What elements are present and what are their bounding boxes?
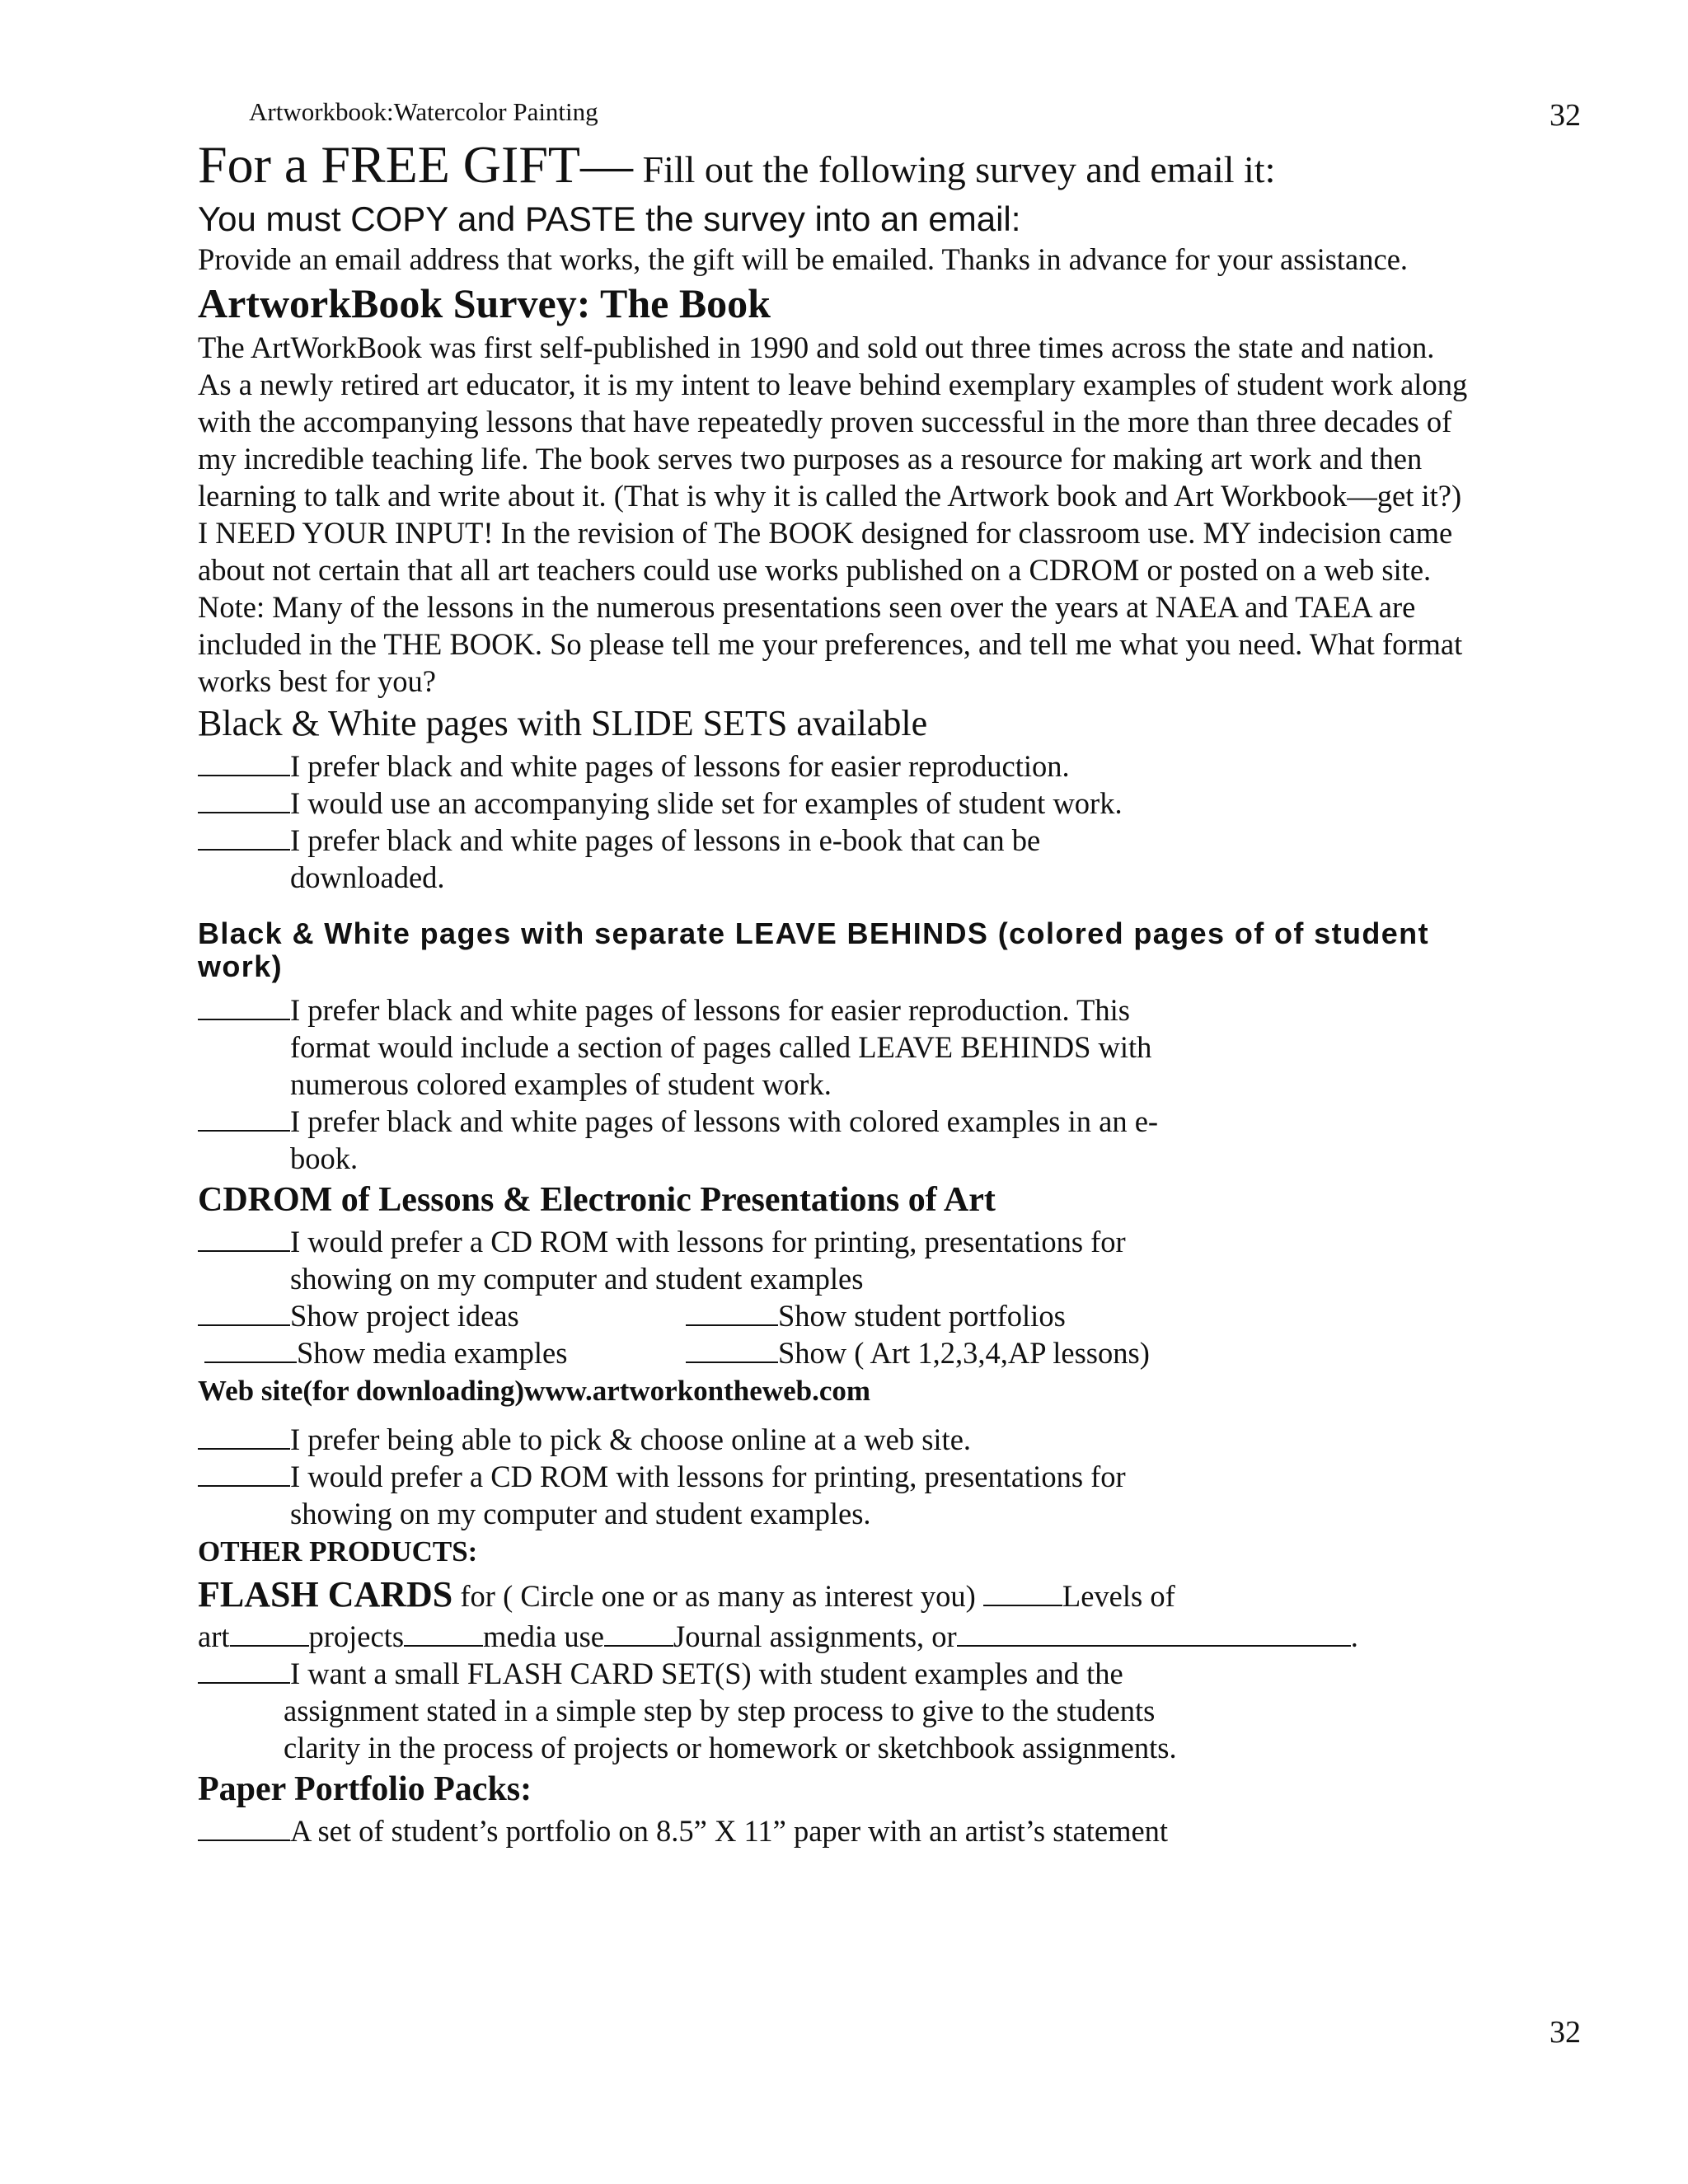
free-gift-heading — [198, 132, 1599, 198]
paragraph-line: works best for you? — [198, 664, 436, 698]
survey-option: I prefer black and white pages of lessons in e-book that can be — [198, 822, 1599, 859]
survey-title: ArtworkBook Survey: The Book — [198, 280, 771, 326]
page-number-bottom: 32 — [1550, 2015, 1581, 2050]
survey-option: I prefer being able to pick & choose online at a web site. — [198, 1421, 1599, 1458]
paragraph-line: Note: Many of the lessons in the numerous presentations seen over the years at NAEA and TAEA are — [198, 590, 1416, 624]
leave-behinds-heading: Black & White pages with separate LEAVE BEHINDS (colored pages of of student work) — [198, 916, 1429, 983]
flash-cards-choices: art projects media use Journal assignments, or . — [198, 1619, 1358, 1653]
answer-blank[interactable] — [198, 1300, 290, 1326]
survey-option: I want a small FLASH CARD SET(S) with student examples and the — [198, 1655, 1599, 1692]
free-gift-instruction: Fill out the following survey and email it: — [633, 148, 1276, 190]
paragraph-line: with the accompanying lessons that have repeatedly proven successful in the more than three decades of — [198, 405, 1452, 438]
running-header: Artworkbook:Watercolor Painting — [249, 97, 598, 126]
survey-content — [198, 132, 1599, 1849]
answer-blank[interactable] — [198, 1460, 290, 1487]
page-number-top: 32 — [1550, 98, 1581, 133]
answer-blank[interactable] — [198, 1657, 290, 1684]
answer-blank[interactable] — [198, 1815, 290, 1841]
answer-blank-other[interactable] — [957, 1620, 1351, 1647]
answer-blank[interactable] — [404, 1620, 483, 1647]
paragraph-line: included in the THE BOOK. So please tell me your preferences, and tell me what you need. What format — [198, 627, 1463, 661]
survey-option-continued: showing on my computer and student examples. — [290, 1497, 871, 1530]
copy-paste-instruction: You must COPY and PASTE the survey into an email: — [198, 199, 1021, 238]
survey-option-row: Show project ideas Show student portfolios — [198, 1297, 1599, 1334]
survey-option: A set of student’s portfolio on 8.5” X 11” paper with an artist’s statement — [198, 1812, 1599, 1849]
survey-option: I would prefer a CD ROM with lessons for printing, presentations for — [198, 1223, 1599, 1260]
other-products-heading: OTHER PRODUCTS: — [198, 1535, 478, 1568]
paragraph-line: I NEED YOUR INPUT! In the revision of The BOOK designed for classroom use. MY indecision came — [198, 516, 1453, 550]
answer-blank[interactable] — [983, 1580, 1062, 1606]
paragraph-line: about not certain that all art teachers could use works published on a CDROM or posted on a web site. — [198, 553, 1432, 587]
paragraph-line: my incredible teaching life. The book serves two purposes as a resource for making art work and then — [198, 442, 1423, 476]
cdrom-heading: CDROM of Lessons & Electronic Presentations of Art — [198, 1181, 996, 1219]
slide-sets-heading: Black & White pages with SLIDE SETS available — [198, 703, 928, 743]
answer-blank[interactable] — [198, 787, 290, 813]
answer-blank[interactable] — [198, 994, 290, 1020]
survey-option-continued: downloaded. — [290, 860, 445, 894]
survey-option-col2: Show ( Art 1,2,3,4,AP lessons) — [686, 1334, 1150, 1371]
answer-blank[interactable] — [198, 1226, 290, 1252]
website-heading: Web site(for downloading)www.artworkontheweb.com — [198, 1375, 871, 1407]
answer-blank[interactable] — [198, 1105, 290, 1132]
survey-option-col2: Show student portfolios — [686, 1297, 1066, 1334]
paragraph-line: As a newly retired art educator, it is my intent to leave behind exemplary examples of student work along — [198, 368, 1468, 401]
answer-blank[interactable] — [230, 1620, 309, 1647]
survey-option: I prefer black and white pages of lessons for easier reproduction. — [198, 748, 1599, 785]
answer-blank[interactable] — [686, 1300, 778, 1326]
flash-cards-line: FLASH CARDS for ( Circle one or as many as interest you) Levels of — [198, 1574, 1175, 1615]
survey-option-continued: showing on my computer and student examples — [290, 1262, 864, 1296]
survey-intro-paragraph — [198, 329, 1599, 700]
free-gift-title: For a FREE GIFT— — [198, 135, 633, 194]
survey-option: I prefer black and white pages of lessons for easier reproduction. This — [198, 991, 1599, 1029]
survey-option-row: Show media examples Show ( Art 1,2,3,4,AP lessons) — [198, 1334, 1599, 1371]
survey-option: I would use an accompanying slide set for examples of student work. — [198, 785, 1599, 822]
survey-option-continued: book. — [290, 1141, 359, 1175]
survey-option-continued: assignment stated in a simple step by step process to give to the students — [284, 1694, 1156, 1727]
survey-option-continued: format would include a section of pages called LEAVE BEHINDS with — [290, 1030, 1152, 1064]
answer-blank[interactable] — [686, 1337, 778, 1363]
answer-blank[interactable] — [198, 750, 290, 776]
email-instruction: Provide an email address that works, the gift will be emailed. Thanks in advance for your assistance. — [198, 242, 1409, 276]
survey-option: I would prefer a CD ROM with lessons for printing, presentations for — [198, 1458, 1599, 1495]
answer-blank[interactable] — [198, 1423, 290, 1450]
paragraph-line: The ArtWorkBook was first self-published in 1990 and sold out three times across the state and nation. — [198, 330, 1435, 364]
answer-blank[interactable] — [604, 1620, 673, 1647]
survey-option-continued: numerous colored examples of student work. — [290, 1067, 832, 1101]
answer-blank[interactable] — [198, 824, 290, 851]
flash-cards-title: FLASH CARDS — [198, 1574, 453, 1615]
paragraph-line: learning to talk and write about it. (That is why it is called the Artwork book and Art Workbook—get it?) — [198, 479, 1462, 513]
survey-option: I prefer black and white pages of lessons with colored examples in an e- — [198, 1103, 1599, 1140]
answer-blank[interactable] — [204, 1337, 297, 1363]
portfolio-packs-heading: Paper Portfolio Packs: — [198, 1770, 532, 1808]
survey-option-continued: clarity in the process of projects or homework or sketchbook assignments. — [284, 1731, 1177, 1765]
